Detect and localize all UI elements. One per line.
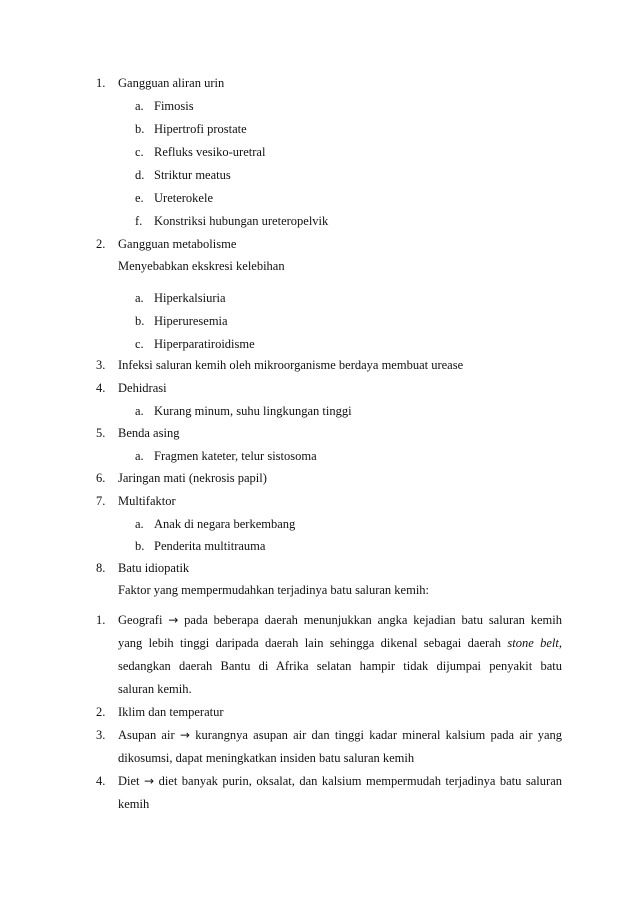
sub-text: Hipertrofi prostate (154, 122, 247, 136)
note-text: Menyebabkan ekskresi kelebihan (118, 259, 285, 273)
factor-text: diet banyak purin, oksalat, dan kalsium mempermudah terjadinya batu saluran (158, 774, 562, 788)
sub-letter: d. (135, 168, 145, 182)
factor-first-line (118, 727, 562, 743)
item-number: 8. (96, 561, 106, 575)
sub-letter: f. (135, 214, 143, 228)
item-number: 4. (96, 381, 106, 395)
factor-text: saluran kemih. (118, 682, 192, 696)
sub-letter: c. (135, 337, 144, 351)
factor-text: kurangnya asupan air dan tinggi kadar mineral kalsium pada air yang (195, 728, 563, 742)
sub-text: Striktur meatus (154, 168, 231, 182)
sub-letter: a. (135, 449, 144, 463)
sub-letter: b. (135, 122, 145, 136)
item-title: Batu idiopatik (118, 561, 190, 575)
sub-text: Refluks vesiko-uretral (154, 145, 266, 159)
arrow-icon: → (144, 774, 155, 788)
factor-text: dikosumsi, dapat meningkatkan insiden batu saluran kemih (118, 751, 415, 765)
factor-label: Diet (118, 774, 140, 788)
note-text: Faktor yang mempermudahkan terjadinya batu saluran kemih: (118, 583, 430, 597)
sub-text: Hiperparatiroidisme (154, 337, 255, 351)
sub-letter: b. (135, 539, 145, 553)
factor-label: Geografi (118, 613, 163, 627)
item-number: 1. (96, 76, 106, 90)
item-number: 7. (96, 494, 106, 508)
sub-text: Anak di negara berkembang (154, 517, 296, 531)
italic-term: stone belt (507, 636, 559, 650)
item-number: 4. (96, 774, 106, 788)
factor-first-line (118, 773, 562, 789)
factor-line (118, 635, 562, 651)
sub-text: Penderita multitrauma (154, 539, 266, 553)
item-number: 2. (96, 705, 106, 719)
italic-suffix: , (558, 636, 562, 650)
factor-text: sedangkan daerah Bantu di Afrika selatan hampir tidak dijumpai penyakit batu (118, 659, 562, 673)
item-title: Infeksi saluran kemih oleh mikroorganisme berdaya membuat urease (118, 358, 464, 372)
sub-letter: a. (135, 404, 144, 418)
factor-label: Asupan air (118, 728, 175, 742)
item-title: Jaringan mati (nekrosis papil) (118, 471, 267, 485)
item-number: 2. (96, 237, 106, 251)
sub-letter: c. (135, 145, 144, 159)
factor-label: Iklim dan temperatur (118, 705, 224, 719)
item-number: 3. (96, 728, 106, 742)
item-title: Dehidrasi (118, 381, 167, 395)
item-number: 1. (96, 613, 106, 627)
sub-text: Fimosis (154, 99, 194, 113)
factor-first-line (118, 612, 562, 628)
item-title: Multifaktor (118, 494, 176, 508)
sub-text: Hiperuresemia (154, 314, 228, 328)
sub-text: Konstriksi hubungan ureteropelvik (154, 214, 329, 228)
factor-text: kemih (118, 797, 150, 811)
arrow-icon: → (179, 728, 190, 742)
sub-letter: a. (135, 291, 144, 305)
factor-text: yang lebih tinggi daripada daerah lain sehingga dikenal sebagai daerah (118, 636, 501, 650)
item-title: Benda asing (118, 426, 180, 440)
item-title: Gangguan aliran urin (118, 76, 225, 90)
sub-text: Ureterokele (154, 191, 213, 205)
item-number: 6. (96, 471, 106, 485)
sub-letter: b. (135, 314, 145, 328)
factor-text: pada beberapa daerah menunjukkan angka kejadian batu saluran kemih (184, 613, 562, 627)
sub-text: Hiperkalsiuria (154, 291, 226, 305)
arrow-icon: → (168, 613, 179, 627)
sub-text: Kurang minum, suhu lingkungan tinggi (154, 404, 352, 418)
sub-text: Fragmen kateter, telur sistosoma (154, 449, 317, 463)
sub-letter: a. (135, 99, 144, 113)
item-number: 5. (96, 426, 106, 440)
sub-letter: a. (135, 517, 144, 531)
item-number: 3. (96, 358, 106, 372)
sub-letter: e. (135, 191, 144, 205)
item-title: Gangguan metabolisme (118, 237, 237, 251)
